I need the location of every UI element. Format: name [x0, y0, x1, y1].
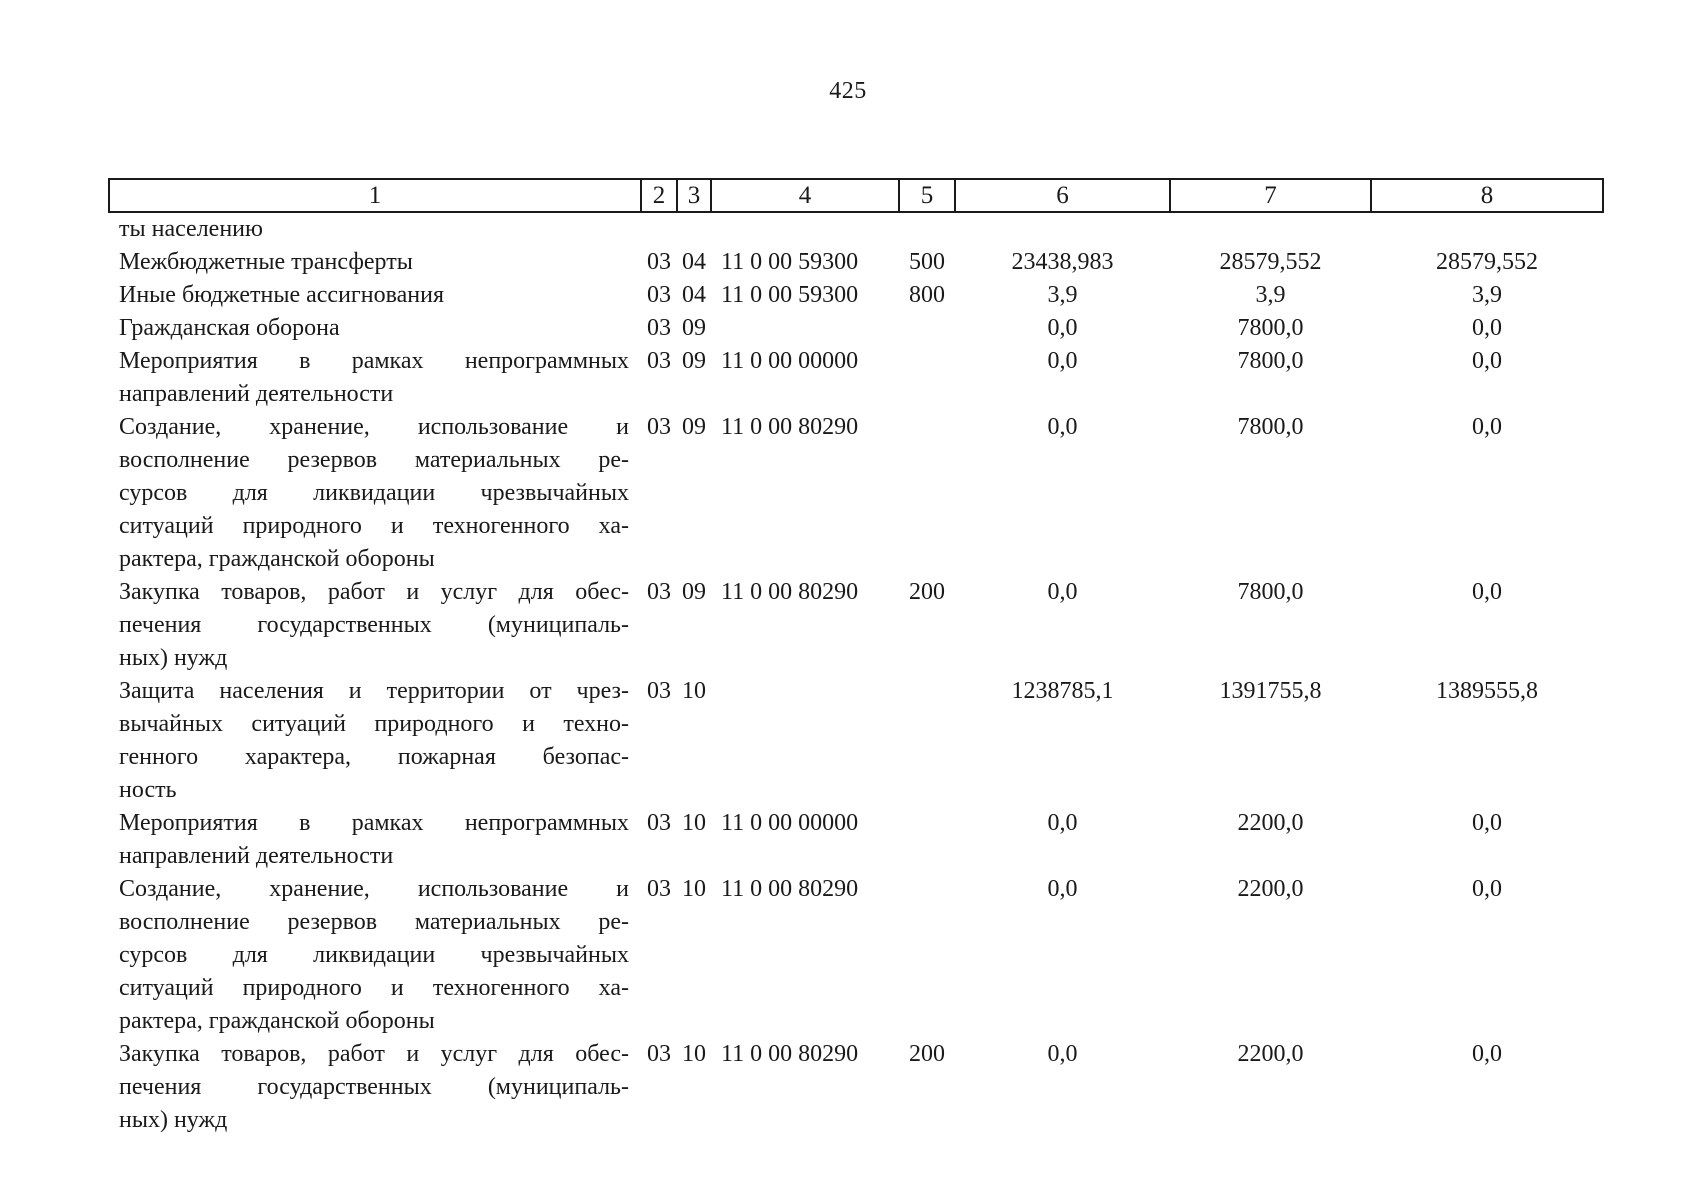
table-row: [109, 411, 1603, 576]
amount-col-7: 7800,0: [1237, 579, 1304, 605]
section-code: 03: [647, 249, 671, 275]
expense-type-code: 200: [909, 1041, 945, 1067]
page-number: 425: [829, 78, 867, 104]
column-header-1: 1: [109, 179, 641, 212]
subsection-code: 10: [682, 810, 706, 836]
amount-col-6: [955, 212, 1170, 246]
row-name-line: восполнение резервов материальных ре-: [119, 447, 629, 473]
table-row: [109, 807, 1603, 873]
amount-col-7: [1170, 212, 1371, 246]
column-header-2: 2: [641, 179, 677, 212]
row-name-line: направлений деятельности: [119, 843, 394, 869]
row-name-line: ность: [119, 777, 177, 803]
target-article-code: 11 0 00 00000: [721, 810, 859, 836]
amount-col-6: 0,0: [1047, 414, 1078, 440]
expense-type-code: [899, 312, 955, 345]
row-name-line: ситуаций природного и техногенного ха-: [119, 975, 629, 1001]
amount-col-6: 23438,983: [1011, 249, 1114, 275]
amount-col-7: 7800,0: [1237, 315, 1304, 341]
expense-type-code: [899, 873, 955, 1038]
row-name: [109, 345, 641, 411]
target-article-code: 11 0 00 80290: [721, 876, 859, 902]
row-name-line: направлений деятельности: [119, 381, 394, 407]
amount-col-7: 3,9: [1255, 282, 1286, 308]
row-name-line: печения государственных (муниципаль-: [119, 1074, 629, 1100]
row-name-line: рактера, гражданской обороны: [119, 546, 435, 572]
row-name-line: вычайных ситуаций природного и техно-: [119, 711, 629, 737]
row-name-line: Гражданская оборона: [119, 315, 340, 341]
section-code: 03: [647, 678, 671, 704]
amount-col-6: 0,0: [1047, 579, 1078, 605]
row-name: [109, 279, 641, 312]
budget-table: [108, 178, 1604, 1137]
row-name-line: Создание, хранение, использование и: [119, 876, 629, 902]
target-article-code: 11 0 00 59300: [721, 249, 859, 275]
row-name-line: рактера, гражданской обороны: [119, 1008, 435, 1034]
amount-col-6: 1238785,1: [1011, 678, 1114, 704]
row-name: [109, 807, 641, 873]
section-code: 03: [647, 876, 671, 902]
row-name-line: Мероприятия в рамках непрограммных: [119, 348, 629, 374]
section-code: 03: [647, 579, 671, 605]
subsection-code: 09: [682, 579, 706, 605]
amount-col-6: 0,0: [1047, 810, 1078, 836]
column-header-4: 4: [711, 179, 899, 212]
target-article-code: 11 0 00 00000: [721, 348, 859, 374]
section-code: 03: [647, 414, 671, 440]
subsection-code: 10: [682, 1041, 706, 1067]
subsection-code: 09: [682, 315, 706, 341]
amount-col-8: 0,0: [1472, 579, 1502, 605]
row-name-line: сурсов для ликвидации чрезвычайных: [119, 942, 629, 968]
column-header-8: 8: [1371, 179, 1603, 212]
column-header-3: 3: [677, 179, 711, 212]
row-name-line: Закупка товаров, работ и услуг для обес-: [119, 579, 629, 605]
section-code: 03: [647, 282, 671, 308]
column-header-6: 6: [955, 179, 1170, 212]
row-name-line: Создание, хранение, использование и: [119, 414, 629, 440]
expense-type-code: 800: [909, 282, 945, 308]
expense-type-code: [899, 212, 955, 246]
amount-col-6: 0,0: [1047, 1041, 1078, 1067]
subsection-code: 10: [682, 876, 706, 902]
header-row: [109, 179, 1603, 212]
table-row: [109, 675, 1603, 807]
amount-col-7: 7800,0: [1237, 414, 1304, 440]
row-name: [109, 312, 641, 345]
table-header: [109, 179, 1603, 212]
subsection-code: 04: [682, 249, 706, 275]
amount-col-8: 1389555,8: [1436, 678, 1538, 704]
expense-type-code: [899, 345, 955, 411]
subsection-code: 10: [682, 678, 706, 704]
amount-col-8: 3,9: [1472, 282, 1502, 308]
row-name-line: Мероприятия в рамках непрограммных: [119, 810, 629, 836]
expense-type-code: [899, 807, 955, 873]
row-name-line: восполнение резервов материальных ре-: [119, 909, 629, 935]
amount-col-7: 2200,0: [1237, 1041, 1304, 1067]
table-row: [109, 246, 1603, 279]
section-code: 03: [647, 810, 671, 836]
section-code: 03: [647, 315, 671, 341]
amount-col-8: 0,0: [1472, 876, 1502, 902]
target-article-code: 11 0 00 59300: [721, 282, 859, 308]
amount-col-8: 28579,552: [1436, 249, 1538, 275]
table-row: [109, 873, 1603, 1038]
amount-col-8: [1371, 212, 1603, 246]
amount-col-7: 7800,0: [1237, 348, 1304, 374]
row-name-line: ных) нужд: [119, 1107, 228, 1133]
row-name: [109, 873, 641, 1038]
amount-col-8: 0,0: [1472, 414, 1502, 440]
row-name-line: Закупка товаров, работ и услуг для обес-: [119, 1041, 629, 1067]
amount-col-6: 0,0: [1047, 348, 1078, 374]
section-code: 03: [647, 1041, 671, 1067]
row-name: [109, 576, 641, 675]
column-header-5: 5: [899, 179, 955, 212]
row-name-line: Защита населения и территории от чрез-: [119, 678, 629, 704]
amount-col-8: 0,0: [1472, 1041, 1502, 1067]
target-article-code: [711, 312, 899, 345]
amount-col-6: 3,9: [1047, 282, 1078, 308]
section-code: [641, 212, 677, 246]
expense-type-code: [899, 411, 955, 576]
subsection-code: 04: [682, 282, 706, 308]
amount-col-8: 0,0: [1472, 348, 1502, 374]
section-code: 03: [647, 348, 671, 374]
amount-col-7: 2200,0: [1237, 810, 1304, 836]
row-name-line: ты населению: [119, 216, 263, 242]
row-name-line: генного характера, пожарная безопас-: [119, 744, 629, 770]
subsection-code: 09: [682, 414, 706, 440]
target-article-code: [711, 675, 899, 807]
table-row: [109, 1038, 1603, 1137]
amount-col-8: 0,0: [1472, 315, 1502, 341]
row-name: [109, 246, 641, 279]
table-row: [109, 345, 1603, 411]
row-name-line: сурсов для ликвидации чрезвычайных: [119, 480, 629, 506]
target-article-code: 11 0 00 80290: [721, 579, 859, 605]
row-name-line: печения государственных (муниципаль-: [119, 612, 629, 638]
target-article-code: [711, 212, 899, 246]
row-name-line: Межбюджетные трансферты: [119, 249, 413, 275]
table-row: [109, 279, 1603, 312]
amount-col-8: 0,0: [1472, 810, 1502, 836]
row-name: [109, 1038, 641, 1137]
row-name-line: ситуаций природного и техногенного ха-: [119, 513, 629, 539]
table-row: [109, 312, 1603, 345]
table-row: [109, 576, 1603, 675]
expense-type-code: 500: [909, 249, 945, 275]
subsection-code: [677, 212, 711, 246]
table-body: [109, 212, 1603, 1137]
row-name-line: Иные бюджетные ассигнования: [119, 282, 444, 308]
amount-col-6: 0,0: [1047, 315, 1078, 341]
target-article-code: 11 0 00 80290: [721, 1041, 859, 1067]
table-row: [109, 212, 1603, 246]
expense-type-code: [899, 675, 955, 807]
row-name: [109, 411, 641, 576]
target-article-code: 11 0 00 80290: [721, 414, 859, 440]
row-name: [109, 212, 641, 246]
column-header-7: 7: [1170, 179, 1371, 212]
amount-col-7: 28579,552: [1219, 249, 1322, 275]
amount-col-7: 2200,0: [1237, 876, 1304, 902]
amount-col-7: 1391755,8: [1219, 678, 1322, 704]
subsection-code: 09: [682, 348, 706, 374]
expense-type-code: 200: [909, 579, 945, 605]
row-name-line: ных) нужд: [119, 645, 228, 671]
amount-col-6: 0,0: [1047, 876, 1078, 902]
row-name: [109, 675, 641, 807]
